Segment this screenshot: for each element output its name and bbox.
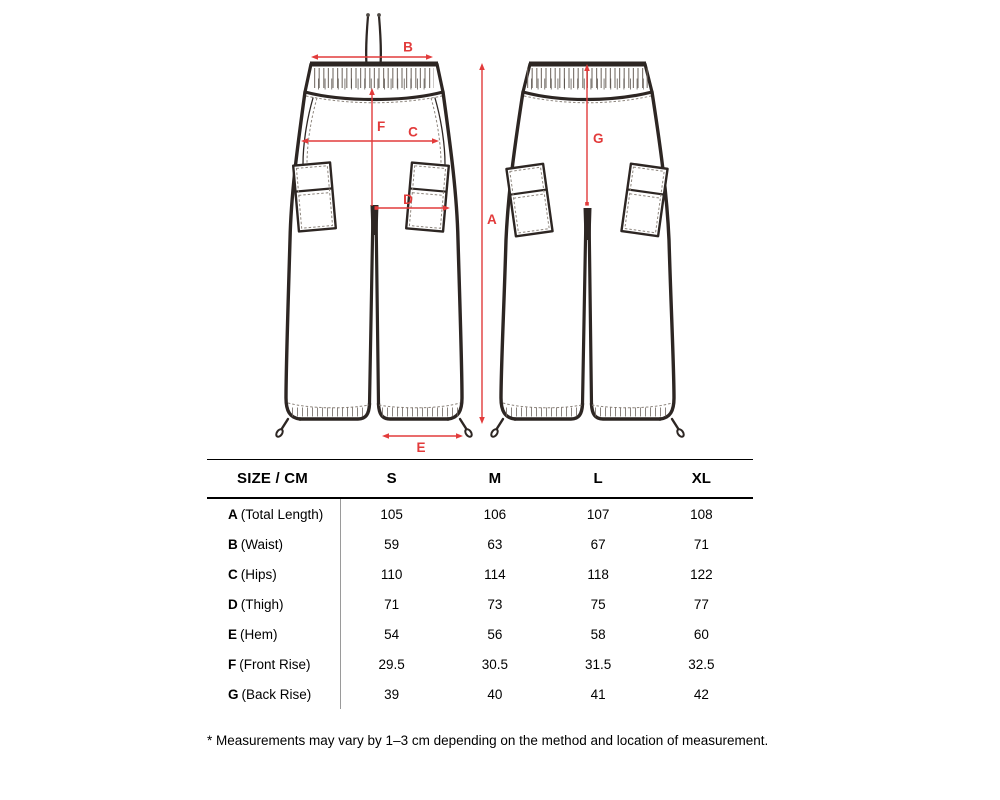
measure-label-a: A (487, 212, 497, 227)
measure-line-a (479, 63, 497, 424)
cargo-pocket-back-left (506, 164, 552, 236)
measure-label-d: D (403, 192, 413, 207)
size-table-header (207, 460, 753, 499)
measure-label-g: G (593, 131, 604, 146)
measure-label-b: B (403, 39, 413, 55)
measure-line-f (369, 88, 385, 206)
measurement-disclaimer: * Measurements may vary by 1–3 cm depending on the method and location of measurement. (207, 733, 769, 748)
measure-label-f: F (377, 119, 386, 134)
size-table (207, 459, 753, 709)
side-pocket-icons (303, 98, 445, 164)
size-table-body (207, 499, 753, 709)
table-row-c: C (Hips) 110 114 118 122 (228, 566, 713, 582)
table-row-f: F (Front Rise) 29.5 30.5 31.5 32.5 (228, 656, 715, 672)
measure-label-c: C (408, 124, 418, 140)
cargo-pocket-back-right (621, 164, 667, 236)
pants-front-drawing (275, 13, 473, 438)
measure-label-e: E (416, 440, 426, 455)
measure-line-c (301, 125, 439, 144)
waistband-front (305, 64, 443, 103)
header-size-cm: SIZE / CM (237, 470, 308, 487)
measure-line-b (311, 40, 433, 60)
table-row-d: D (Thigh) 71 73 75 77 (228, 596, 709, 612)
measure-line-e (382, 433, 463, 455)
table-row-e: E (Hem) 54 56 58 60 (228, 626, 709, 642)
table-row-g: G (Back Rise) 39 40 41 42 (228, 686, 709, 702)
header-size-l: L (593, 470, 603, 487)
table-row-b: B (Waist) 59 63 67 71 (228, 536, 709, 552)
header-size-s: S (386, 470, 397, 487)
header-size-xl: XL (691, 470, 711, 487)
cargo-pocket-left (293, 162, 336, 231)
header-size-m: M (488, 470, 502, 487)
table-row-a: A (Total Length) 105 106 107 108 (228, 506, 713, 522)
table-divider (340, 499, 341, 709)
